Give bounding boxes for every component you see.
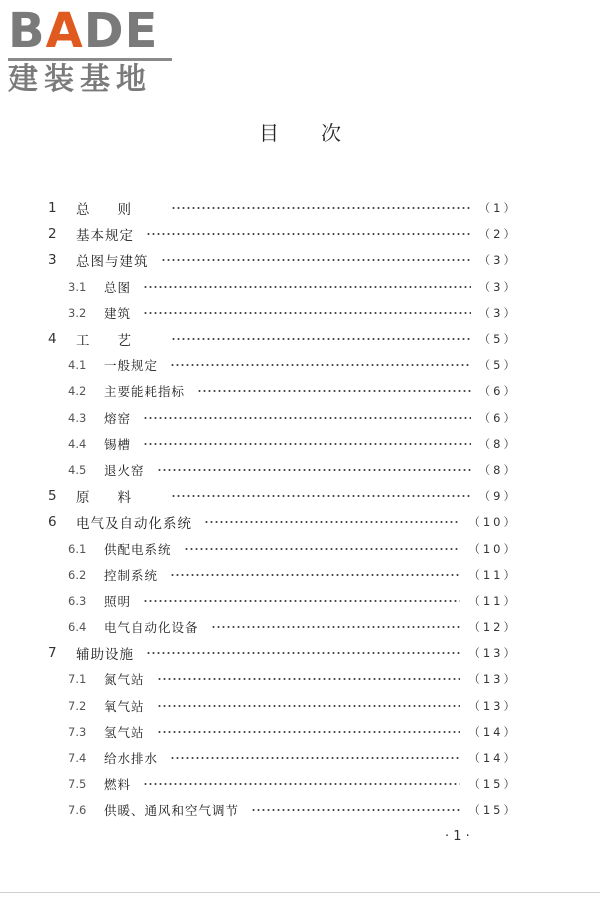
toc-entry[interactable] [48,431,518,457]
dot-leader [143,440,471,448]
toc-entry-page: （1） [478,201,518,216]
toc-entry-number: 7.6 [68,803,87,818]
logo-letter-a-accent: A [45,3,84,59]
toc-entry-number: 3 [48,252,57,269]
toc-entry-title: 氢气站 [104,724,145,740]
toc-entry[interactable] [48,247,518,273]
toc-entry-page: （12） [468,620,518,635]
dot-leader [143,283,471,291]
toc-entry-title: 控制系统 [104,567,159,583]
toc-entry-page: （5） [478,358,518,373]
toc-entry-page: （10） [468,515,518,530]
toc-entry[interactable] [48,693,518,719]
toc-entry[interactable] [48,195,518,221]
toc-entry-title: 电气自动化设备 [104,620,199,636]
dot-leader [171,204,471,212]
toc-entry[interactable] [48,509,518,535]
toc-entry-title: 总图 [104,279,132,295]
toc-entry[interactable] [48,326,518,352]
toc-entry[interactable] [48,483,518,509]
toc-entry-number: 3.1 [68,279,87,294]
toc-entry-page: （15） [468,803,518,818]
toc-entry-title: 退火窑 [104,462,145,478]
dot-leader [161,256,471,264]
toc-entry-number: 2 [48,226,57,243]
toc-entry[interactable] [48,745,518,771]
toc-entry-number: 4.1 [68,358,87,373]
dot-leader [197,387,471,395]
toc-entry-page: （13） [468,646,518,661]
dot-leader [204,518,460,526]
toc-entry[interactable] [48,300,518,326]
toc-entry[interactable] [48,535,518,561]
toc-entry-title: 辅助设施 [76,647,134,664]
toc-entry[interactable] [48,797,518,823]
dot-leader [170,754,460,762]
toc-entry-number: 7.2 [68,698,87,713]
toc-entry-number: 4.3 [68,410,87,425]
dot-leader [170,361,471,369]
toc-entry[interactable] [48,457,518,483]
toc-entry-title: 一般规定 [104,358,159,374]
toc-entry-title: 照明 [104,593,132,609]
dot-leader [184,545,461,553]
toc-entry-page: （10） [468,541,518,556]
toc-entry-number: 3.2 [68,305,87,320]
dot-leader [143,780,460,788]
toc-entry[interactable] [48,771,518,797]
toc-entry-page: （2） [478,227,518,242]
toc-entry-title: 熔窑 [104,410,132,426]
toc-entry-page: （6） [478,384,518,399]
toc-entry[interactable] [48,378,518,404]
toc-entry-number: 6.4 [68,620,87,635]
toc-entry-number: 6.2 [68,567,87,582]
toc-entry-page: （3） [478,253,518,268]
toc-entry[interactable] [48,274,518,300]
dot-leader [143,309,471,317]
toc-entry-number: 6.1 [68,541,87,556]
toc-entry-title: 主要能耗指标 [104,384,186,400]
toc-entry-page: （3） [478,279,518,294]
logo-wordmark [8,3,178,59]
dot-leader [157,728,461,736]
toc-entry-number: 5 [48,488,57,505]
table-of-contents [48,195,518,824]
toc-entry-number: 7.4 [68,751,87,766]
page-number: · 1 · [445,829,470,844]
toc-entry-title: 工艺 [76,333,159,350]
logo-letters-de: DE [83,3,159,59]
toc-entry-number: 4.2 [68,384,87,399]
dot-leader [251,806,460,814]
toc-entry-page: （3） [478,305,518,320]
dot-leader [157,702,461,710]
toc-entry-number: 7 [48,645,57,662]
toc-entry-title: 电气及自动化系统 [76,516,192,533]
toc-entry-number: 7.5 [68,777,87,792]
toc-entry[interactable] [48,562,518,588]
toc-entry[interactable] [48,614,518,640]
dot-leader [143,597,460,605]
toc-entry-page: （15） [468,777,518,792]
toc-entry-title: 建筑 [104,305,132,321]
page-title: 目次 [259,121,383,145]
toc-entry-title: 总则 [76,202,159,219]
toc-entry-title: 给水排水 [104,751,159,767]
toc-entry-number: 6 [48,514,57,531]
bade-logo [8,3,178,97]
toc-entry-page: （11） [468,567,518,582]
toc-entry-page: （6） [478,410,518,425]
toc-entry[interactable] [48,719,518,745]
toc-entry[interactable] [48,640,518,666]
dot-leader [171,335,471,343]
toc-entry-title: 供暖、通风和空气调节 [104,803,240,819]
logo-chinese-text: 建装基地 [8,62,152,97]
toc-entry-title: 总图与建筑 [76,254,149,271]
dot-leader [146,649,460,657]
toc-entry-page: （8） [478,462,518,477]
toc-entry-number: 4 [48,331,57,348]
toc-entry-number: 4.4 [68,436,87,451]
dot-leader [157,675,461,683]
toc-entry-title: 基本规定 [76,228,134,245]
bottom-divider [0,892,600,893]
toc-entry-title: 供配电系统 [104,541,172,557]
toc-entry-number: 6.3 [68,593,87,608]
toc-entry[interactable] [48,221,518,247]
toc-entry-page: （13） [468,698,518,713]
toc-entry-page: （11） [468,593,518,608]
toc-entry-page: （13） [468,672,518,687]
dot-leader [170,571,460,579]
toc-entry-title: 燃料 [104,777,132,793]
toc-entry-page: （5） [478,332,518,347]
dot-leader [171,492,471,500]
toc-entry-title: 原料 [76,490,159,507]
toc-entry[interactable] [48,405,518,431]
toc-entry-title: 锡槽 [104,436,132,452]
dot-leader [211,623,461,631]
logo-letter-b: B [8,3,46,59]
toc-entry-page: （8） [478,436,518,451]
toc-entry-number: 7.1 [68,672,87,687]
toc-entry[interactable] [48,352,518,378]
toc-entry-page: （9） [478,489,518,504]
toc-entry[interactable] [48,666,518,692]
toc-entry-page: （14） [468,751,518,766]
toc-entry-title: 氧气站 [104,698,145,714]
dot-leader [143,414,471,422]
dot-leader [146,230,471,238]
toc-entry-page: （14） [468,724,518,739]
toc-entry[interactable] [48,588,518,614]
toc-entry-number: 4.5 [68,462,87,477]
toc-entry-number: 7.3 [68,724,87,739]
dot-leader [157,466,471,474]
toc-entry-number: 1 [48,200,57,217]
toc-entry-title: 氮气站 [104,672,145,688]
